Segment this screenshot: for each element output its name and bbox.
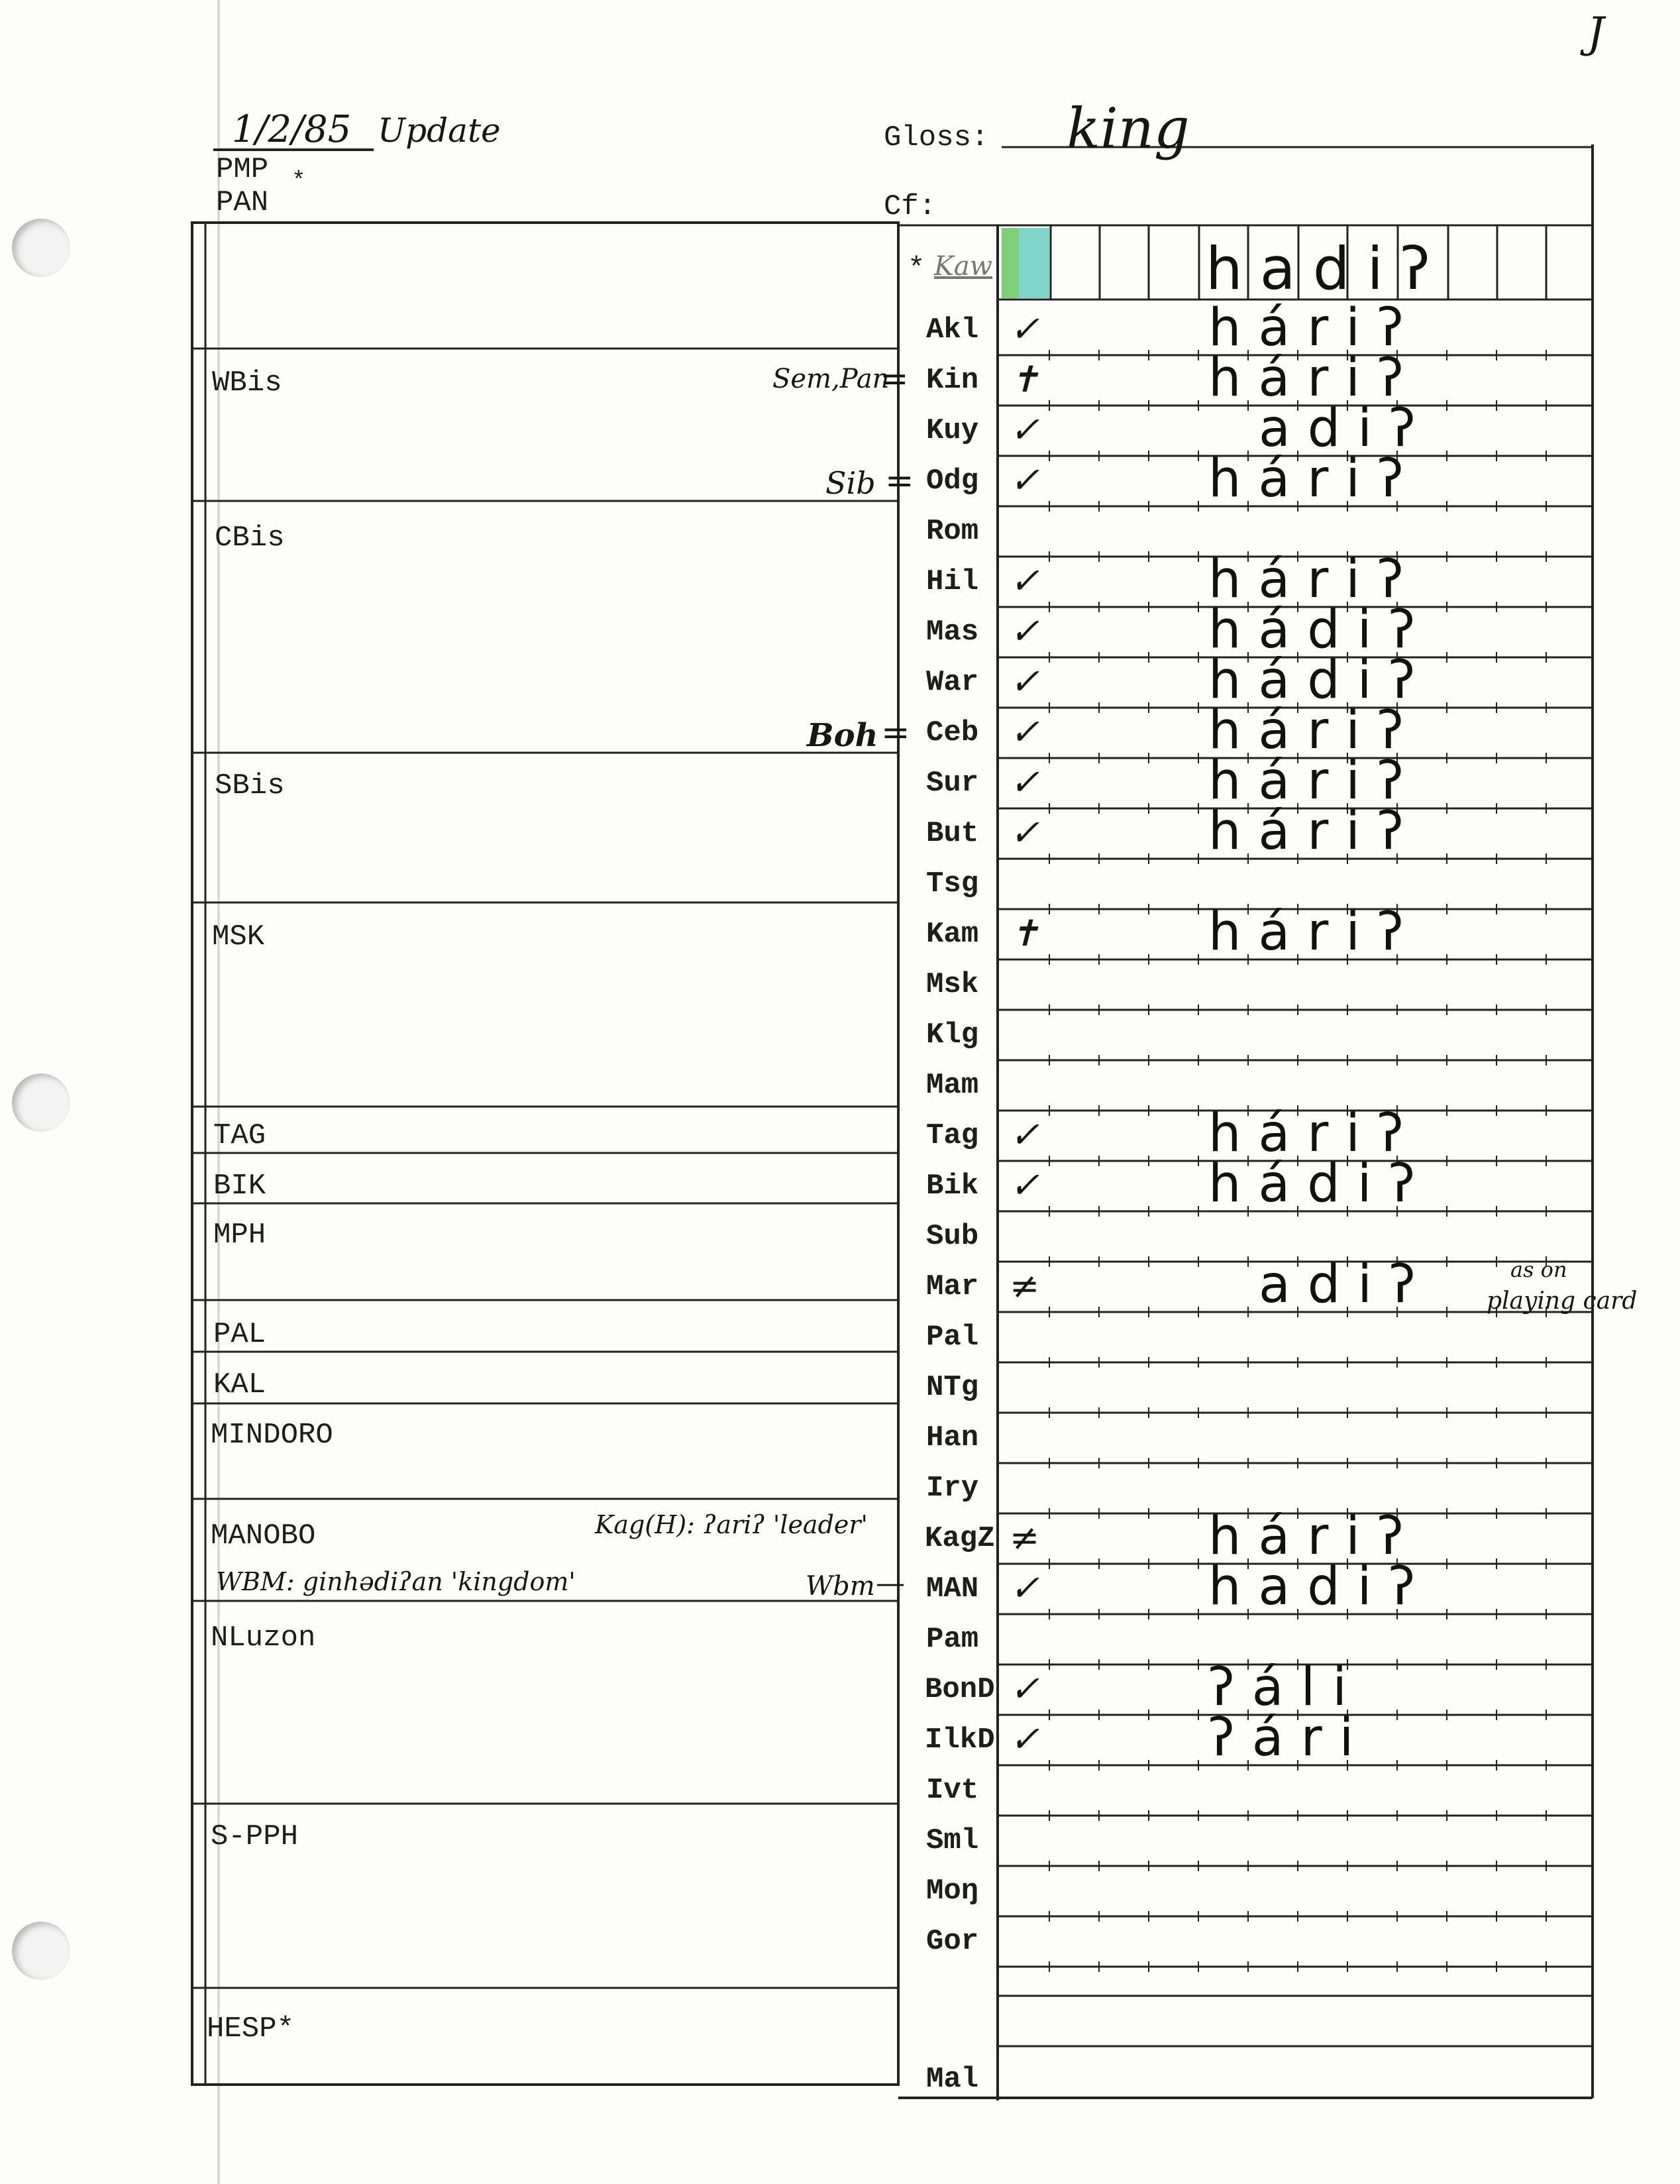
mark-ilk: ✓: [1010, 1718, 1040, 1760]
group-manobo: MANOBO: [211, 1519, 316, 1553]
lang-gor: Gor: [926, 1925, 979, 1958]
mark-kin: ✝: [1010, 358, 1040, 400]
group-tag: TAG: [213, 1119, 266, 1152]
lang-bik: Bik: [926, 1170, 979, 1203]
lang-ntg: NTg: [926, 1371, 979, 1404]
pmp-label: PMP: [216, 153, 269, 186]
mark-hil: ✓: [1010, 560, 1040, 602]
mark-tag: ✓: [1010, 1114, 1040, 1156]
corner-mark: J: [1587, 9, 1604, 58]
lang-kuy: Kuy: [926, 414, 979, 447]
form-mas: hádiʔ: [1208, 600, 1433, 660]
mark-war: ✓: [1010, 661, 1040, 702]
lang-tag: Tag: [926, 1119, 979, 1152]
lang-odg: Odg: [926, 464, 979, 498]
form-bon: ʔáli: [1208, 1658, 1364, 1718]
group-sbis: SBis: [215, 769, 285, 802]
lang-mon: Moŋ: [926, 1875, 979, 1908]
note-sem-pan: Sem,Pan: [772, 364, 890, 394]
mark-bon: ✓: [1010, 1668, 1040, 1710]
lang-han: Han: [926, 1421, 979, 1454]
mark-mar: ≠: [1010, 1265, 1040, 1307]
form-ilk: ʔári: [1208, 1708, 1371, 1768]
mark-kuy: ✓: [1010, 409, 1040, 451]
lang-mar: Mar: [926, 1270, 979, 1303]
form-tag: háriʔ: [1208, 1104, 1421, 1164]
mark-kam: ✝: [1010, 912, 1040, 954]
lang-mal: Mal: [926, 2063, 979, 2096]
mark-but: ✓: [1010, 812, 1040, 853]
note-wbm-kingdom: WBM: ginhədiʔan 'kingdom': [216, 1567, 576, 1596]
lang-akl: Akl: [926, 313, 979, 347]
group-msk: MSK: [212, 920, 265, 954]
pmp-star: *: [291, 168, 306, 195]
note-playing-card: playing card: [1487, 1287, 1638, 1315]
group-mindoro: MINDORO: [211, 1419, 333, 1452]
lang-kaw-star: *: [908, 252, 925, 286]
mark-odg: ✓: [1010, 459, 1040, 501]
form-kag: háriʔ: [1208, 1507, 1421, 1566]
lang-sub: Sub: [926, 1220, 979, 1253]
lang-kaw: Kaw: [934, 251, 992, 282]
group-kal: KAL: [213, 1368, 266, 1401]
form-ceb: háriʔ: [1208, 701, 1421, 761]
form-war: hádiʔ: [1208, 651, 1433, 710]
pan-label: PAN: [216, 186, 269, 219]
gloss-value: king: [1067, 96, 1190, 161]
note-sib: Sib: [825, 465, 876, 501]
mark-kag: ≠: [1010, 1517, 1040, 1558]
note-wbm-dash: —: [876, 1566, 905, 1600]
lang-ilk: IlkD: [925, 1723, 995, 1757]
form-mar: adiʔ: [1259, 1255, 1433, 1315]
mark-bik: ✓: [1010, 1164, 1040, 1206]
mark-ceb: ✓: [1010, 711, 1040, 753]
cf-label: Cf:: [884, 190, 937, 223]
note-kag: Kag(H): ʔariʔ 'leader': [595, 1510, 868, 1539]
lang-kin: Kin: [926, 364, 979, 397]
group-cbis: CBis: [215, 521, 285, 555]
lang-pam: Pam: [926, 1623, 979, 1656]
mark-man: ✓: [1010, 1567, 1040, 1609]
lang-man: MAN: [926, 1572, 979, 1606]
lang-sml: Sml: [926, 1824, 979, 1857]
note-sib-eq: =: [885, 461, 914, 501]
lang-hil: Hil: [926, 565, 979, 598]
form-kaw: hadiʔ: [1206, 235, 1447, 303]
lang-msk: Msk: [926, 968, 979, 1001]
note-boh: Boh: [807, 717, 878, 754]
lang-but: But: [926, 817, 979, 850]
date-text: 1/2/85: [232, 108, 352, 151]
lang-tsg: Tsg: [926, 867, 979, 901]
lang-iry: Iry: [926, 1472, 979, 1505]
group-pal: PAL: [213, 1318, 266, 1351]
lang-ceb: Ceb: [926, 716, 979, 749]
form-kam: háriʔ: [1208, 902, 1421, 962]
note-sem-pan-eq: =: [880, 359, 909, 399]
gloss-label: Gloss:: [884, 121, 989, 154]
lang-rom: Rom: [926, 515, 979, 548]
lang-klg: Klg: [926, 1018, 979, 1052]
mark-akl: ✓: [1010, 308, 1040, 350]
lang-sur: Sur: [926, 767, 979, 800]
form-akl: háriʔ: [1208, 298, 1421, 358]
lang-kam: Kam: [926, 918, 979, 951]
lang-war: War: [926, 666, 979, 699]
form-kuy: adiʔ: [1259, 399, 1433, 459]
group-hesp: HESP*: [207, 2012, 295, 2046]
update-text: Update: [378, 111, 501, 150]
lang-kag: KagZ: [925, 1522, 995, 1555]
group-wbis: WBis: [212, 366, 282, 400]
form-hil: háriʔ: [1208, 550, 1421, 610]
form-odg: háriʔ: [1208, 449, 1421, 509]
note-wbm: Wbm: [806, 1571, 875, 1602]
group-s-pph: S-PPH: [211, 1820, 299, 1853]
lang-ivt: Ivt: [926, 1774, 979, 1807]
group-nluzon: NLuzon: [211, 1621, 316, 1655]
form-kin: háriʔ: [1208, 349, 1421, 408]
lang-pal: Pal: [926, 1321, 979, 1354]
note-as-on: as on: [1510, 1257, 1567, 1282]
form-but: háriʔ: [1208, 802, 1421, 861]
lang-mas: Mas: [926, 616, 979, 649]
form-bik: hádiʔ: [1208, 1154, 1433, 1214]
form-man: hadiʔ: [1208, 1557, 1433, 1617]
lang-bon: BonD: [925, 1673, 995, 1706]
lang-mam: Mam: [926, 1069, 979, 1102]
note-boh-eq: =: [881, 713, 910, 753]
mark-sur: ✓: [1010, 761, 1040, 803]
group-bik: BIK: [213, 1170, 266, 1203]
group-mph: MPH: [213, 1219, 266, 1252]
form-sur: háriʔ: [1208, 751, 1421, 811]
mark-mas: ✓: [1010, 610, 1040, 652]
